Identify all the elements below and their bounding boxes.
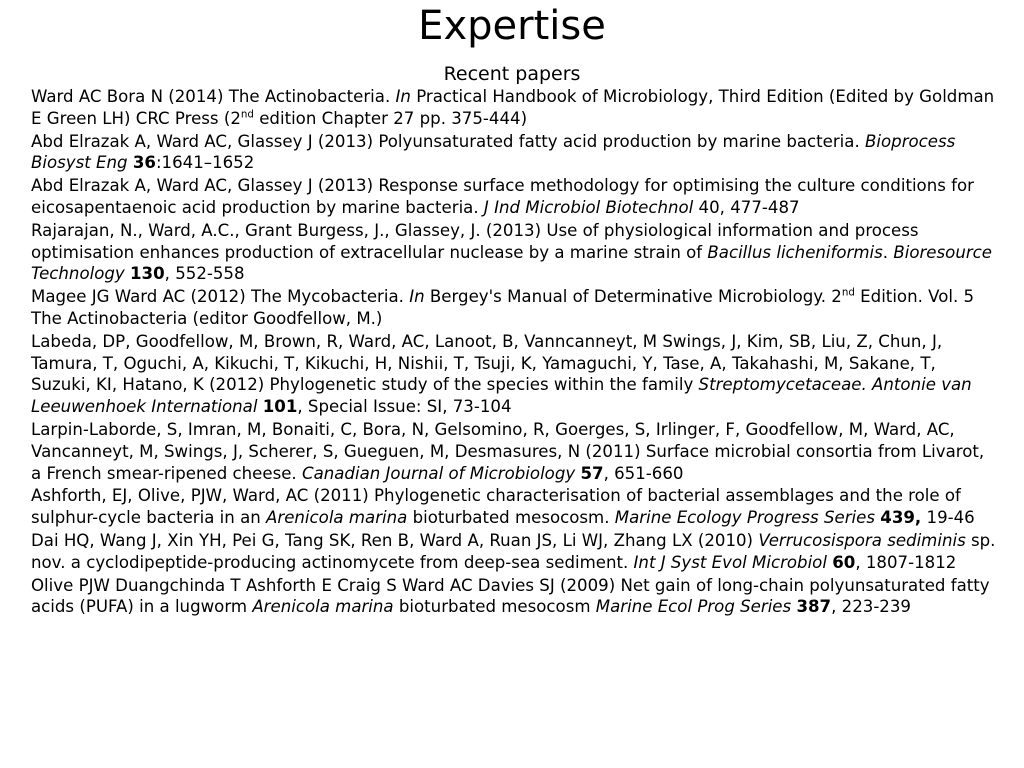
reference-item: Ward AC Bora N (2014) The Actinobacteria. In Practical Handbook of Microbiology, Third Edition (Edited by Goldman E Green LH) CRC Press (2nd edition Chapter 27 pp. 375-444) <box>31 87 995 128</box>
reference-item: Magee JG Ward AC (2012) The Mycobacteria. In Bergey's Manual of Determinative Microbiology. 2nd Edition. Vol. 5 The Actinobacteria (editor Goodfellow, M.) <box>31 286 975 328</box>
reference-list <box>0 86 1024 618</box>
reference-item: Larpin-Laborde, S, Imran, M, Bonaiti, C, Bora, N, Gelsomino, R, Goerges, S, Irlinger, F, Goodfellow, M, Ward, AC, Vancanneyt, M, Swings, J, Scherer, S, Gueguen, M, Desmasures, N (2011) Surface microbial consortia from Livarot, a French smear-ripened cheese. Canadian Journal of Microbiology 57, 651-660 <box>31 419 985 483</box>
section-subtitle: Recent papers <box>443 63 581 85</box>
reference-item: Abd Elrazak A, Ward AC, Glassey J (2013) Response surface methodology for optimising the culture conditions for eicosapentaenoic acid production by marine bacteria. J Ind Microbiol Biotechnol 40, 477-487 <box>31 176 974 217</box>
reference-item: Abd Elrazak A, Ward AC, Glassey J (2013) Polyunsaturated fatty acid production by marine bacteria. Bioprocess Biosyst Eng 36:1641–1652 <box>31 131 956 173</box>
page-title: Expertise <box>418 3 606 49</box>
reference-item: Rajarajan, N., Ward, A.C., Grant Burgess, J., Glassey, J. (2013) Use of physiological information and process optimisation enhances production of extracellular nuclease by a marine strain of Bacillus licheniformis. Bioresource Technology 130, 552-558 <box>31 220 992 284</box>
reference-item: Olive PJW Duangchinda T Ashforth E Craig S Ward AC Davies SJ (2009) Net gain of long-chain polyunsaturated fatty acids (PUFA) in a lugworm Arenicola marina bioturbated mesocosm Marine Ecol Prog Series 387, 223-239 <box>31 575 990 617</box>
reference-item: Labeda, DP, Goodfellow, M, Brown, R, Ward, AC, Lanoot, B, Vanncanneyt, M Swings, J, Kim, SB, Liu, Z, Chun, J, Tamura, T, Oguchi, A, Kikuchi, T, Kikuchi, H, Nishii, T, Tsuji, K, Yamaguchi, Y, Tase, A, Takahashi, M, Sakane, T, Suzuki, KI, Hatano, K (2012) Phylogenetic study of the species within the family Streptomycetaceae. Antonie van Leeuwenhoek International 101, Special Issue: SI, 73-104 <box>31 331 972 417</box>
reference-item: Dai HQ, Wang J, Xin YH, Pei G, Tang SK, Ren B, Ward A, Ruan JS, Li WJ, Zhang LX (2010) Verrucosispora sediminis sp. nov. a cyclodipeptide-producing actinomycete from deep-sea sediment. Int J Syst Evol Microbiol 60, 1807-1812 <box>31 530 996 572</box>
reference-item: Ashforth, EJ, Olive, PJW, Ward, AC (2011) Phylogenetic characterisation of bacterial assemblages and the role of sulphur-cycle bacteria in an Arenicola marina bioturbated mesocosm. Marine Ecology Progress Series 439, 19-46 <box>31 486 975 528</box>
